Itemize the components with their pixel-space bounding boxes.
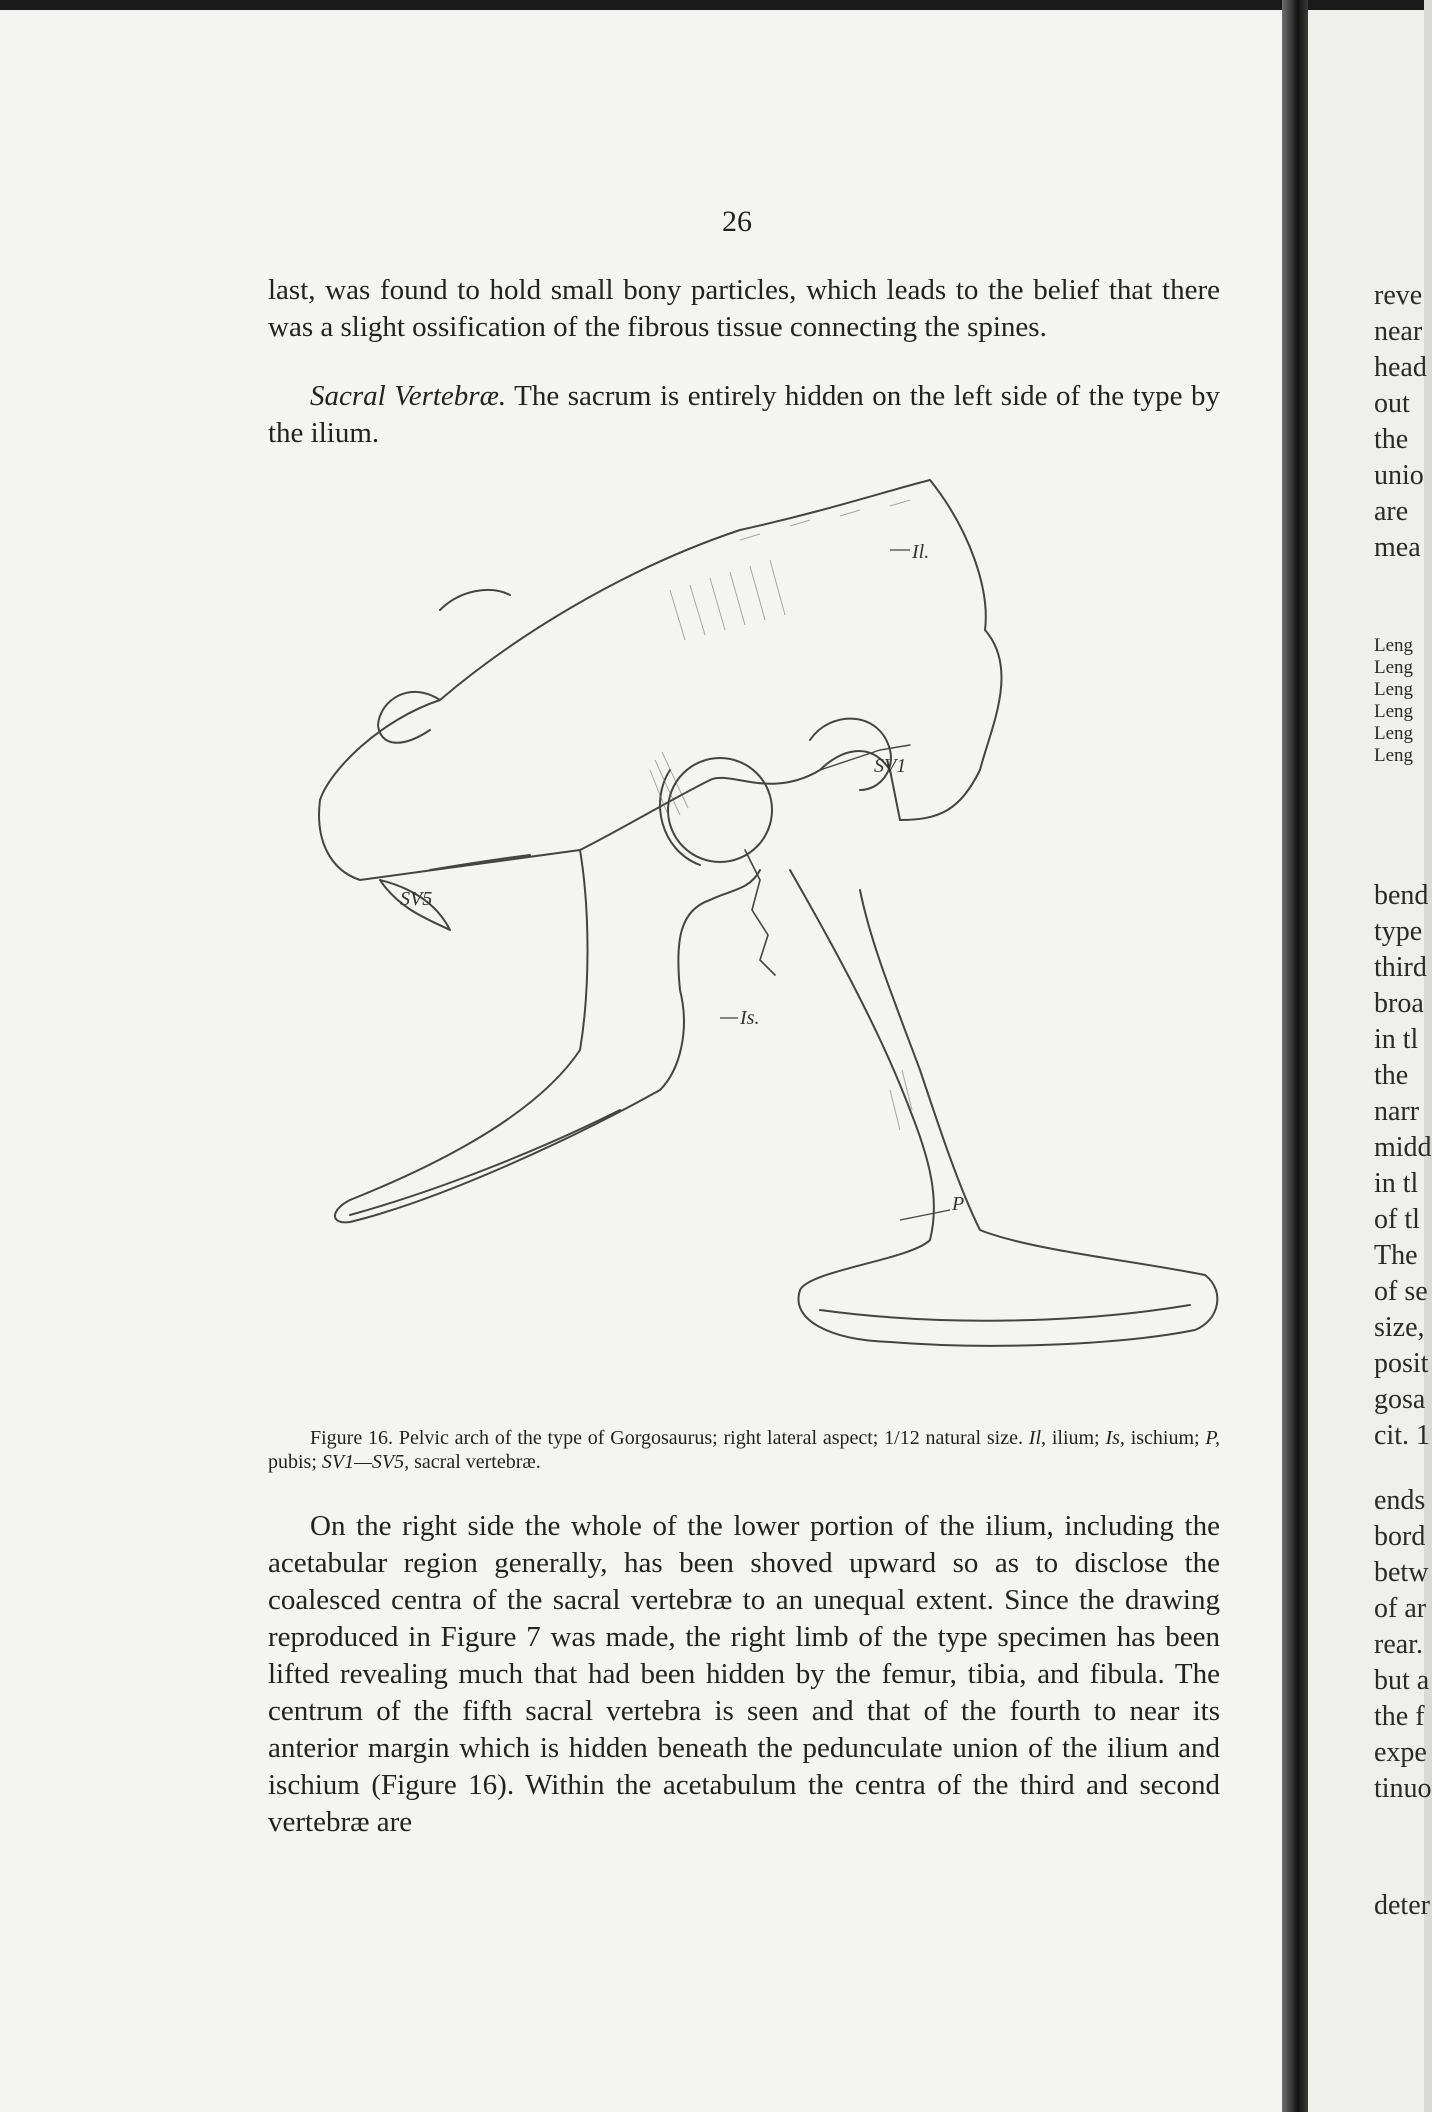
facing-fragment-bottom-2: betw	[1374, 1557, 1429, 1588]
pubis-outline	[790, 870, 1217, 1346]
label-sv1: SV1	[874, 755, 907, 777]
facing-fragment-top-3: out	[1374, 388, 1410, 419]
facing-fragment-table-4: Leng	[1374, 723, 1414, 744]
facing-fragment-table-1: Leng	[1374, 657, 1414, 678]
caption-ilium: ilium;	[1051, 1427, 1100, 1449]
page-number: 26	[722, 205, 752, 238]
facing-fragment-mid-5: the	[1374, 1060, 1409, 1091]
ilium-anterior-process	[378, 692, 440, 743]
facing-fragment-bottom-8: tinuo	[1374, 1773, 1432, 1804]
facing-fragment-mid-13: posit	[1374, 1348, 1429, 1379]
facing-fragment-table-5: Leng	[1374, 745, 1414, 766]
facing-fragment-mid-4: in tl	[1374, 1024, 1419, 1055]
facing-fragment-bottom-6: the f	[1374, 1701, 1425, 1732]
label-sv5: SV5	[400, 888, 433, 910]
facing-fragment-top-2: head	[1374, 352, 1427, 383]
label-ischium: Is.	[740, 1007, 760, 1029]
facing-fragment-top-6: are	[1374, 496, 1409, 527]
paragraph-spines: last, was found to hold small bony particles, which leads to the belief that there was a slight ossification of the fibrous tissue connecting the spines.	[268, 274, 1220, 343]
facing-fragment-mid-11: of se	[1374, 1276, 1428, 1307]
facing-fragment-last-0: deter	[1374, 1890, 1430, 1921]
paragraph-sacral-body: The sacrum is entirely hidden on the left side of the type by the ilium.	[268, 380, 1220, 449]
figure-pelvic-arch-illustration	[290, 470, 1250, 1410]
facing-fragment-bottom-1: bord	[1374, 1521, 1426, 1552]
label-pubis: P	[952, 1193, 965, 1215]
facing-fragment-bottom-0: ends	[1374, 1485, 1426, 1516]
acetabulum-opening	[668, 758, 772, 862]
facing-fragment-mid-15: cit. 1	[1374, 1420, 1430, 1451]
facing-fragment-table-3: Leng	[1374, 701, 1414, 722]
facing-fragment-table-2: Leng	[1374, 679, 1414, 700]
facing-fragment-mid-9: of tl	[1374, 1204, 1420, 1235]
figure-caption	[268, 1426, 1220, 1474]
facing-fragment-table-0: Leng	[1374, 635, 1414, 656]
caption-natural-size: natural size.	[925, 1427, 1023, 1449]
facing-fragment-mid-2: third	[1374, 952, 1427, 983]
ilium-outline	[319, 480, 1001, 880]
caption-pubis: pubis;	[268, 1451, 317, 1473]
label-ilium: Il.	[912, 541, 930, 563]
book-gutter	[1282, 0, 1308, 2112]
facing-fragment-mid-6: narr	[1374, 1096, 1420, 1127]
caption-scale-fraction: 1/12	[884, 1427, 920, 1449]
facing-fragment-bottom-7: expe	[1374, 1737, 1427, 1768]
facing-fragment-mid-1: type	[1374, 916, 1423, 947]
facing-fragment-mid-14: gosa	[1374, 1384, 1426, 1415]
facing-fragment-top-4: the	[1374, 424, 1409, 455]
facing-fragment-top-5: unio	[1374, 460, 1424, 491]
caption-abbr-is: Is,	[1105, 1427, 1125, 1449]
paragraph-right-side: On the right side the whole of the lower portion of the ilium, including the acetabular region generally, has been shoved upward so as to disclose the coalesced centra of the sacral vertebræ to an unequal extent. Since the drawing reproduced in Figure 7 was made, the right limb of the type specimen has been lifted revealing much that had been hidden by the femur, tibia, and fibula. The centrum of the fifth sacral vertebra is seen and that of the fourth to near its anterior margin which is hidden beneath the pedunculate union of the ilium and ischium (Figure 16). Within the acetabulum the centra of the third and second vertebræ are	[268, 1510, 1220, 1838]
ischium-outline	[335, 850, 760, 1222]
facing-fragment-mid-10: The	[1374, 1240, 1418, 1271]
facing-fragment-bottom-5: but a	[1374, 1665, 1430, 1696]
facing-fragment-top-7: mea	[1374, 532, 1421, 563]
facing-fragment-mid-12: size,	[1374, 1312, 1425, 1343]
facing-fragment-top-1: near	[1374, 316, 1423, 347]
caption-abbr-sv: SV1—SV5,	[321, 1451, 410, 1473]
facing-fragment-top-0: reve	[1374, 280, 1423, 311]
section-heading-sacral-vertebrae: Sacral Vertebræ.	[310, 380, 507, 412]
facing-fragment-bottom-4: rear.	[1374, 1629, 1423, 1660]
caption-ischium: ischium;	[1130, 1427, 1200, 1449]
caption-abbr-p: P,	[1205, 1427, 1221, 1449]
facing-fragment-mid-7: midd	[1374, 1132, 1432, 1163]
facing-fragment-mid-8: in tl	[1374, 1168, 1419, 1199]
facing-fragment-mid-0: bend	[1374, 880, 1429, 911]
paragraph-sacral-vertebrae	[268, 378, 1220, 452]
caption-abbr-il: Il,	[1028, 1427, 1047, 1449]
caption-sacral: sacral vertebræ.	[414, 1451, 541, 1473]
facing-page-fragment	[1308, 10, 1432, 2112]
facing-fragment-mid-3: broa	[1374, 988, 1424, 1019]
caption-lead: Figure 16. Pelvic arch of the type of Gorgosaurus; right lateral aspect;	[310, 1427, 879, 1449]
facing-fragment-bottom-3: of ar	[1374, 1593, 1427, 1624]
